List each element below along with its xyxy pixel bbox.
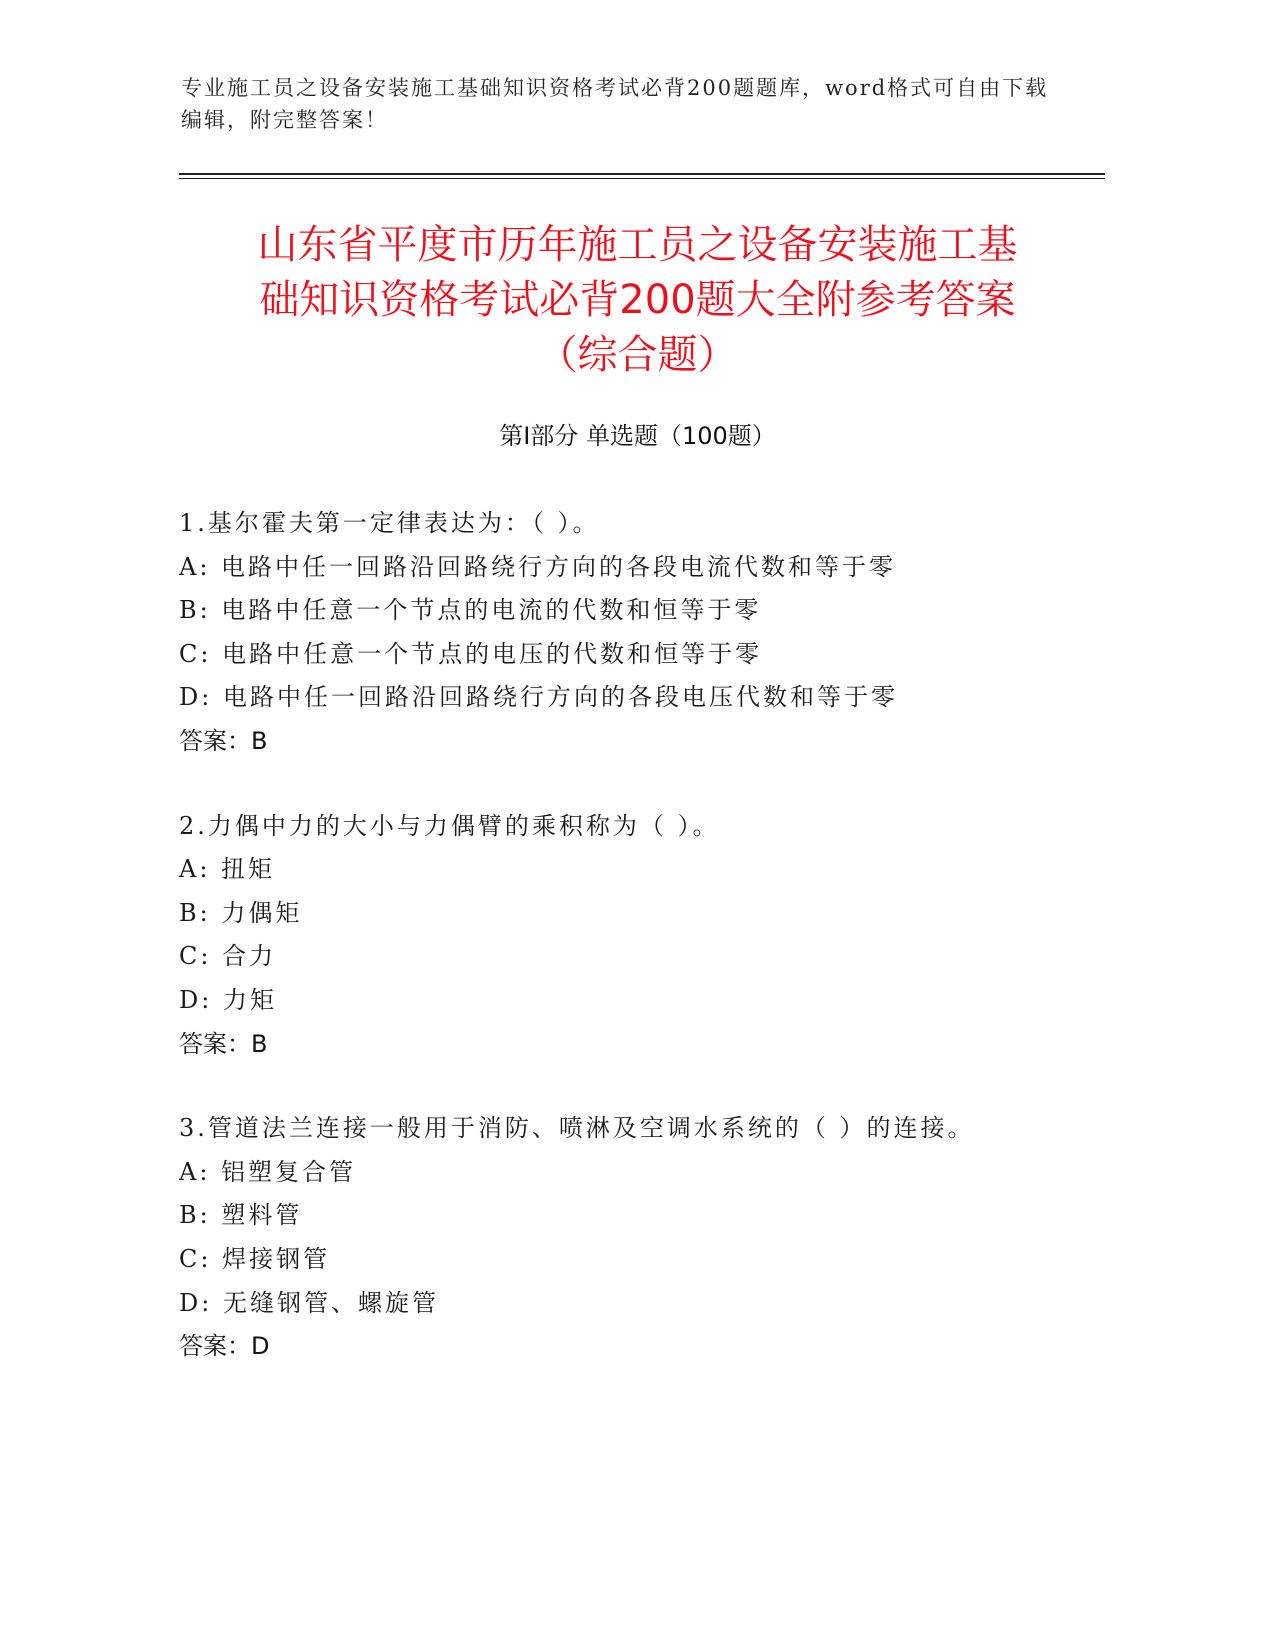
document-title-line-2: 础知识资格考试必背200题大全附参考答案	[259, 277, 1016, 323]
header-divider-thin	[179, 178, 1105, 179]
option-d: D: 力矩	[179, 985, 277, 1014]
option-a: A: 电路中任一回路沿回路绕行方向的各段电流代数和等于零	[179, 552, 897, 581]
option-b: B: 塑料管	[179, 1201, 303, 1230]
header-note: 专业施工员之设备安装施工基础知识资格考试必背200题题库，word格式可自由下载编辑，附完整答案！	[181, 76, 1049, 132]
option-d: D: 无缝钢管、螺旋管	[179, 1288, 439, 1317]
question-stem: 1.基尔霍夫第一定律表达为：（ ）。	[179, 509, 600, 537]
option-c: C: 焊接钢管	[179, 1244, 331, 1273]
option-c: C: 电路中任意一个节点的电压的代数和恒等于零	[179, 639, 763, 668]
option-b: B: 力偶矩	[179, 898, 303, 927]
document-title-line-3: （综合题）	[537, 332, 738, 378]
answer-line: 答案：B	[179, 1029, 268, 1058]
question-stem: 3.管道法兰连接一般用于消防、喷淋及空调水系统的（ ）的连接。	[179, 1114, 975, 1143]
answer-line: 答案：D	[179, 1332, 270, 1361]
question-3	[179, 1107, 1139, 1369]
option-d: D: 电路中任一回路沿回路绕行方向的各段电压代数和等于零	[179, 683, 898, 712]
question-list	[179, 502, 1139, 1410]
document-title	[150, 218, 1125, 383]
answer-line: 答案：B	[179, 726, 268, 755]
question-2	[179, 805, 1139, 1067]
header-divider-thick	[179, 173, 1105, 175]
question-1	[179, 502, 1139, 764]
option-b: B: 电路中任意一个节点的电流的代数和恒等于零	[179, 596, 762, 625]
option-a: A: 铝塑复合管	[179, 1157, 357, 1186]
option-c: C: 合力	[179, 942, 277, 971]
document-title-line-1: 山东省平度市历年施工员之设备安装施工基	[257, 222, 1018, 268]
question-stem: 2.力偶中力的大小与力偶臂的乘积称为（ ）。	[179, 811, 720, 840]
section-heading: 第Ⅰ部分 单选题（100题）	[499, 422, 776, 450]
option-a: A: 扭矩	[179, 855, 276, 884]
